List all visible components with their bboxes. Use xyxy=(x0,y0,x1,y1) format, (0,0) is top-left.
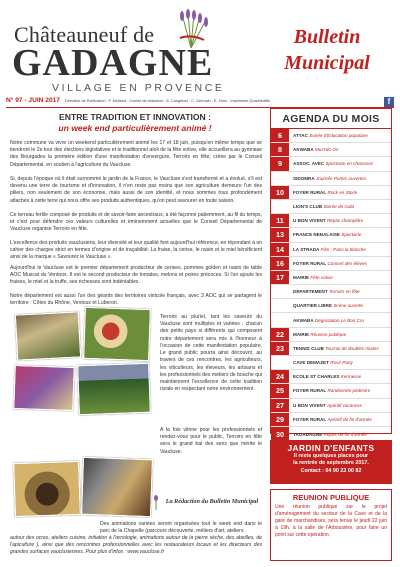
town-tagline: VILLAGE EN PROVENCE xyxy=(52,82,225,94)
agenda-item xyxy=(271,370,391,384)
agenda-organizer: QUARTIER LIBRE xyxy=(293,303,333,309)
agenda-event: Repas champêtre xyxy=(326,218,364,224)
agenda-item xyxy=(271,413,391,427)
lavender-sprig-icon xyxy=(148,494,164,510)
agenda-text xyxy=(289,346,379,351)
agenda-event: Apéritif vacances xyxy=(326,402,362,408)
agenda-event: Spectacle xyxy=(341,232,362,238)
agenda-event: Tournoi de doubles mixtes xyxy=(325,345,379,351)
agenda-organizer: SIDOMRA xyxy=(293,175,315,181)
agenda-text xyxy=(289,204,354,209)
agenda-text xyxy=(289,275,333,280)
article-paragraph: Notre département est aussi l'un des géants des territoires vinicole français, avec 3 AOC qui se partagent le territoire : Côtes du Rhône, Ventoux et Luberon. xyxy=(10,293,262,307)
agenda-organizer: FOYER RURAL xyxy=(293,189,327,195)
jardin-contact: Contact : 04 90 22 00 82 xyxy=(300,467,362,474)
article-paragraph: Si, depuis l'époque où il était surnommé le jardin de la France, le Vaucluse s'est transformé et a évolué, s'il est devenu une terre de tourisme et d'innovation, il n'en reste pas moins que son agriculture demeure l'un des piliers, non seulement de son économie, mais aussi de son identité, et nous sommes tous profondément attachés à cette terre qui nous offre ses produits authentiques, qu'on peut savourer en toute saison. xyxy=(10,176,262,204)
agenda-title: AGENDA DU MOIS xyxy=(271,109,391,129)
agenda-day: 27 xyxy=(271,399,289,412)
photo-artisan xyxy=(81,457,153,517)
facebook-icon[interactable]: f xyxy=(384,97,394,107)
agenda-organizer: AKWABA xyxy=(293,317,314,323)
photo-produce xyxy=(83,307,151,361)
agenda-organizer: MAIRIE xyxy=(293,331,310,337)
agenda-text xyxy=(289,190,357,195)
article-footer-text: autour des ocres, ateliers cuisine, initiation à l'œnologie, animations autour de la pierre sèche, des abeilles, de l'apiculture ), ainsi que des rencontres professionnelles avec les restaurateurs locaux et les directeurs des grandes surfaces vauclusiennes. Pour plus d'infos : www.vaucluse.fr xyxy=(10,535,262,556)
agenda-organizer: FRANCE NENALAISE xyxy=(293,232,340,238)
agenda-day: 6 xyxy=(271,129,289,142)
bulletin-title: Bulletin Municipal xyxy=(284,26,370,74)
agenda-organizer: TAGADAGNE xyxy=(293,431,323,437)
agenda-item xyxy=(271,143,391,157)
agenda-event: Journée Portes ouvertes xyxy=(315,175,367,181)
town-name-main: GADAGNE xyxy=(12,42,214,84)
jardin-line: Il reste quelques places pour xyxy=(293,453,369,459)
agenda-item xyxy=(271,243,391,257)
reunion-text: Une réunion publique sur le projet d'aménagement du secteur de la Cave et de la gare de marchandises, sera tenue le jeudi 22 juin à 19h, à la salle de l'Arbousière, pour faire un point sur cette opération. xyxy=(275,504,387,538)
agenda-text xyxy=(289,289,360,294)
agenda-organizer: LA STRADA xyxy=(293,246,320,252)
agenda-text xyxy=(289,332,346,337)
agenda-organizer: TENNIS CLUB xyxy=(293,345,324,351)
agenda-event: Rock en Stock xyxy=(327,189,358,195)
agenda-day: 16 xyxy=(271,257,289,270)
agenda-event: Film : Paris la blanche xyxy=(320,246,366,252)
agenda-organizer: U BON VIVENT xyxy=(293,218,326,224)
agenda-text xyxy=(289,232,361,237)
article-heading xyxy=(10,112,260,133)
agenda-text xyxy=(289,360,353,365)
agenda-event: Rosé Party xyxy=(330,360,353,366)
agenda-text xyxy=(289,133,368,138)
agenda-item xyxy=(271,271,391,285)
article-column-text: A la fois vitrine pour les professionnels et rendez-vous pour le public, Terroirs en fête sera le grand bal des sens que mérite le Vaucluse. xyxy=(160,427,262,455)
agenda-text xyxy=(289,176,366,181)
agenda-text xyxy=(289,218,363,223)
agenda-text xyxy=(289,161,373,166)
agenda-item xyxy=(271,299,391,313)
agenda-day: 25 xyxy=(271,384,289,397)
agenda-event: Concert des élèves xyxy=(327,260,367,266)
agenda-event: Spectacle en chansons xyxy=(325,161,373,167)
agenda-event: Terroirs en fête xyxy=(328,289,360,295)
agenda-item xyxy=(271,172,391,186)
signature-text: La Rédaction du Bulletin Municipal xyxy=(165,498,259,505)
credits-text: Directeur de Publication : P. Molland - Comité de rédaction : A. Cangelosi - C. Germain - E. Klein - Imprimerie Quadriediffo xyxy=(65,99,270,103)
agenda-organizer: U BON VIVENT xyxy=(293,402,326,408)
agenda-day: 23 xyxy=(271,342,289,355)
agenda-item xyxy=(271,186,391,200)
agenda-event: Réunion publique xyxy=(310,331,347,337)
agenda-event: Apéritif de fin d'année xyxy=(327,416,372,422)
article-subtitle: un week end particulièrement animé ! xyxy=(58,123,212,133)
signature xyxy=(164,498,260,505)
jardin-box xyxy=(270,440,392,484)
agenda-day: 24 xyxy=(271,370,289,383)
agenda-event: Fête votive xyxy=(310,274,333,280)
agenda-text xyxy=(289,318,364,323)
reunion-title: REUNION PUBLIQUE xyxy=(292,493,370,502)
article-paragraph: L'excellence des produits vauclusiens, leur diversité et leur qualité font aujourd'hui référence, en répondant à un cahier des charges strict en termes d'origine et de traçabilité. La fraise, la cerise, le raisin et le miel bénéficient ainsi de la marque « Savourez le Vaucluse ». xyxy=(10,240,262,261)
masthead xyxy=(0,0,400,96)
agenda-day xyxy=(271,313,289,326)
photo-beehive xyxy=(13,461,81,517)
agenda-text xyxy=(289,388,370,393)
agenda-item xyxy=(271,427,391,441)
jardin-line: la rentrée de septembre 2017. xyxy=(293,460,369,467)
agenda-day: 10 xyxy=(271,186,289,199)
agenda-day: 8 xyxy=(271,143,289,156)
agenda-text xyxy=(289,403,362,408)
agenda-day xyxy=(271,285,289,298)
agenda-organizer: ASSOC. AVEC xyxy=(293,161,325,167)
agenda-day xyxy=(271,356,289,369)
reunion-box xyxy=(270,489,392,561)
agenda-organizer: CAVE DEMAZET xyxy=(293,360,329,366)
agenda-day: 9 xyxy=(271,157,289,170)
article-column-text: Terroirs au pluriel, tant les saveurs du Vaucluse sont multiples et variées : chacun des petits pays si différents qui composent notre département sera mis à l'honneur à l'occasion de cette manifestation populaire. Le grand public pourra ainsi découvrir, au travers de ces rencontres, les agriculteurs, les viticulteurs, les éleveurs, les artisans et les professionnels des métiers de bouche qui maintiennent l'excellence de cette tradition rurale en respectant notre environnement. xyxy=(160,314,262,393)
agenda-event: Kermesse xyxy=(340,374,362,380)
agenda-text xyxy=(289,247,366,252)
issue-number: N° 97 - JUIN 2017 xyxy=(6,97,60,104)
agenda-item xyxy=(271,129,391,143)
agenda-organizer: MAIRIE xyxy=(293,274,310,280)
town-name-top: Châteauneuf de xyxy=(14,22,155,47)
agenda-day: 30 xyxy=(271,427,289,441)
agenda-organizer: ATTAC xyxy=(293,133,308,139)
agenda-day: 11 xyxy=(271,214,289,227)
agenda-text xyxy=(289,417,372,422)
agenda-day: 22 xyxy=(271,328,289,341)
agenda-item xyxy=(271,200,391,214)
photo-fruit xyxy=(13,365,74,411)
agenda-event: Soirée de Gala xyxy=(323,204,355,209)
agenda-box xyxy=(270,108,392,439)
agenda-event: Repas de fin d'année xyxy=(323,431,367,437)
agenda-day: 13 xyxy=(271,228,289,241)
agenda-day xyxy=(271,172,289,185)
agenda-organizer: FOYER RURAL xyxy=(293,388,327,394)
agenda-text xyxy=(289,374,361,379)
agenda-item xyxy=(271,384,391,398)
agenda-day xyxy=(271,299,289,312)
agenda-text xyxy=(289,303,363,308)
agenda-item xyxy=(271,285,391,299)
article-paragraph: Ce terreau fertile composé de produits et de savoir-faire ancestraux, a été façonné patiemment, au fil du temps, et c'est pour défendre ces valeurs culturelles et éminemment actuelles que le Conseil Départemental de Vaucluse organise Terroirs en fête. xyxy=(10,212,262,233)
agenda-item xyxy=(271,342,391,356)
agenda-day: 29 xyxy=(271,413,289,426)
photo-village xyxy=(15,311,81,360)
agenda-item xyxy=(271,356,391,370)
article-paragraph: Notre commune va vivre un weekend particulièrement animé les 17 et 18 juin, puisqu'en même temps que se tiendront le 2e tour des élections législatives et le traditionnel aïoli de la fête votive, elle accueillera au gymnase des Bourgades la première édition d'une manifestation d'envergure, Terroirs en fête, créée par le Conseil Départemental, en soutien à l'agriculture du Vaucluse. xyxy=(10,140,262,168)
article-title: ENTRE TRADITION ET INNOVATION : xyxy=(59,112,211,122)
article-paragraph: Aujourd'hui le Vaucluse est le premier département producteur de cerises, pommes golden et raisin de table AOC Muscat du Ventoux. Il est le second producteur de tomates, melons et poires précoces. Si l'on ajoute les fraises, le miel et la truffe, ses richesses sont indéniables. xyxy=(10,265,262,286)
agenda-day: 14 xyxy=(271,243,289,256)
agenda-item xyxy=(271,228,391,242)
agenda-item xyxy=(271,157,391,171)
agenda-item xyxy=(271,257,391,271)
agenda-organizer: ECOLE ST CHARLES xyxy=(293,374,340,380)
agenda-item xyxy=(271,214,391,228)
agenda-day: 17 xyxy=(271,271,289,284)
agenda-event: Soirée d'Education populaire xyxy=(309,133,368,139)
agenda-day xyxy=(271,200,289,213)
agenda-event: Scène ouverte xyxy=(333,303,363,309)
agenda-organizer: FOYER RURAL xyxy=(293,416,327,422)
photo-landscape xyxy=(77,363,151,415)
agenda-organizer: FOYER RURAL xyxy=(293,260,327,266)
agenda-item xyxy=(271,399,391,413)
agenda-event: Randonnée pédestre xyxy=(327,388,371,394)
agenda-text xyxy=(289,261,367,266)
agenda-event: Dégustation Le Bon Cru xyxy=(314,317,364,323)
agenda-organizer: LION'S CLUB xyxy=(293,204,323,209)
agenda-organizer: DÉPARTEMENT xyxy=(293,289,328,295)
article-footer-text: Des animations variées seront organisées tout le week end dans le parc de la Chapelle (parcours découverte, métiers d'art, ateliers xyxy=(100,521,262,535)
agenda-event: Must'do-On xyxy=(314,147,339,153)
agenda-item xyxy=(271,328,391,342)
agenda-organizer: AKWABA xyxy=(293,147,314,153)
agenda-text xyxy=(289,147,339,152)
agenda-item xyxy=(271,313,391,327)
jardin-title: JARDIN D'ENFANTS xyxy=(287,443,375,453)
agenda-text xyxy=(289,432,367,437)
